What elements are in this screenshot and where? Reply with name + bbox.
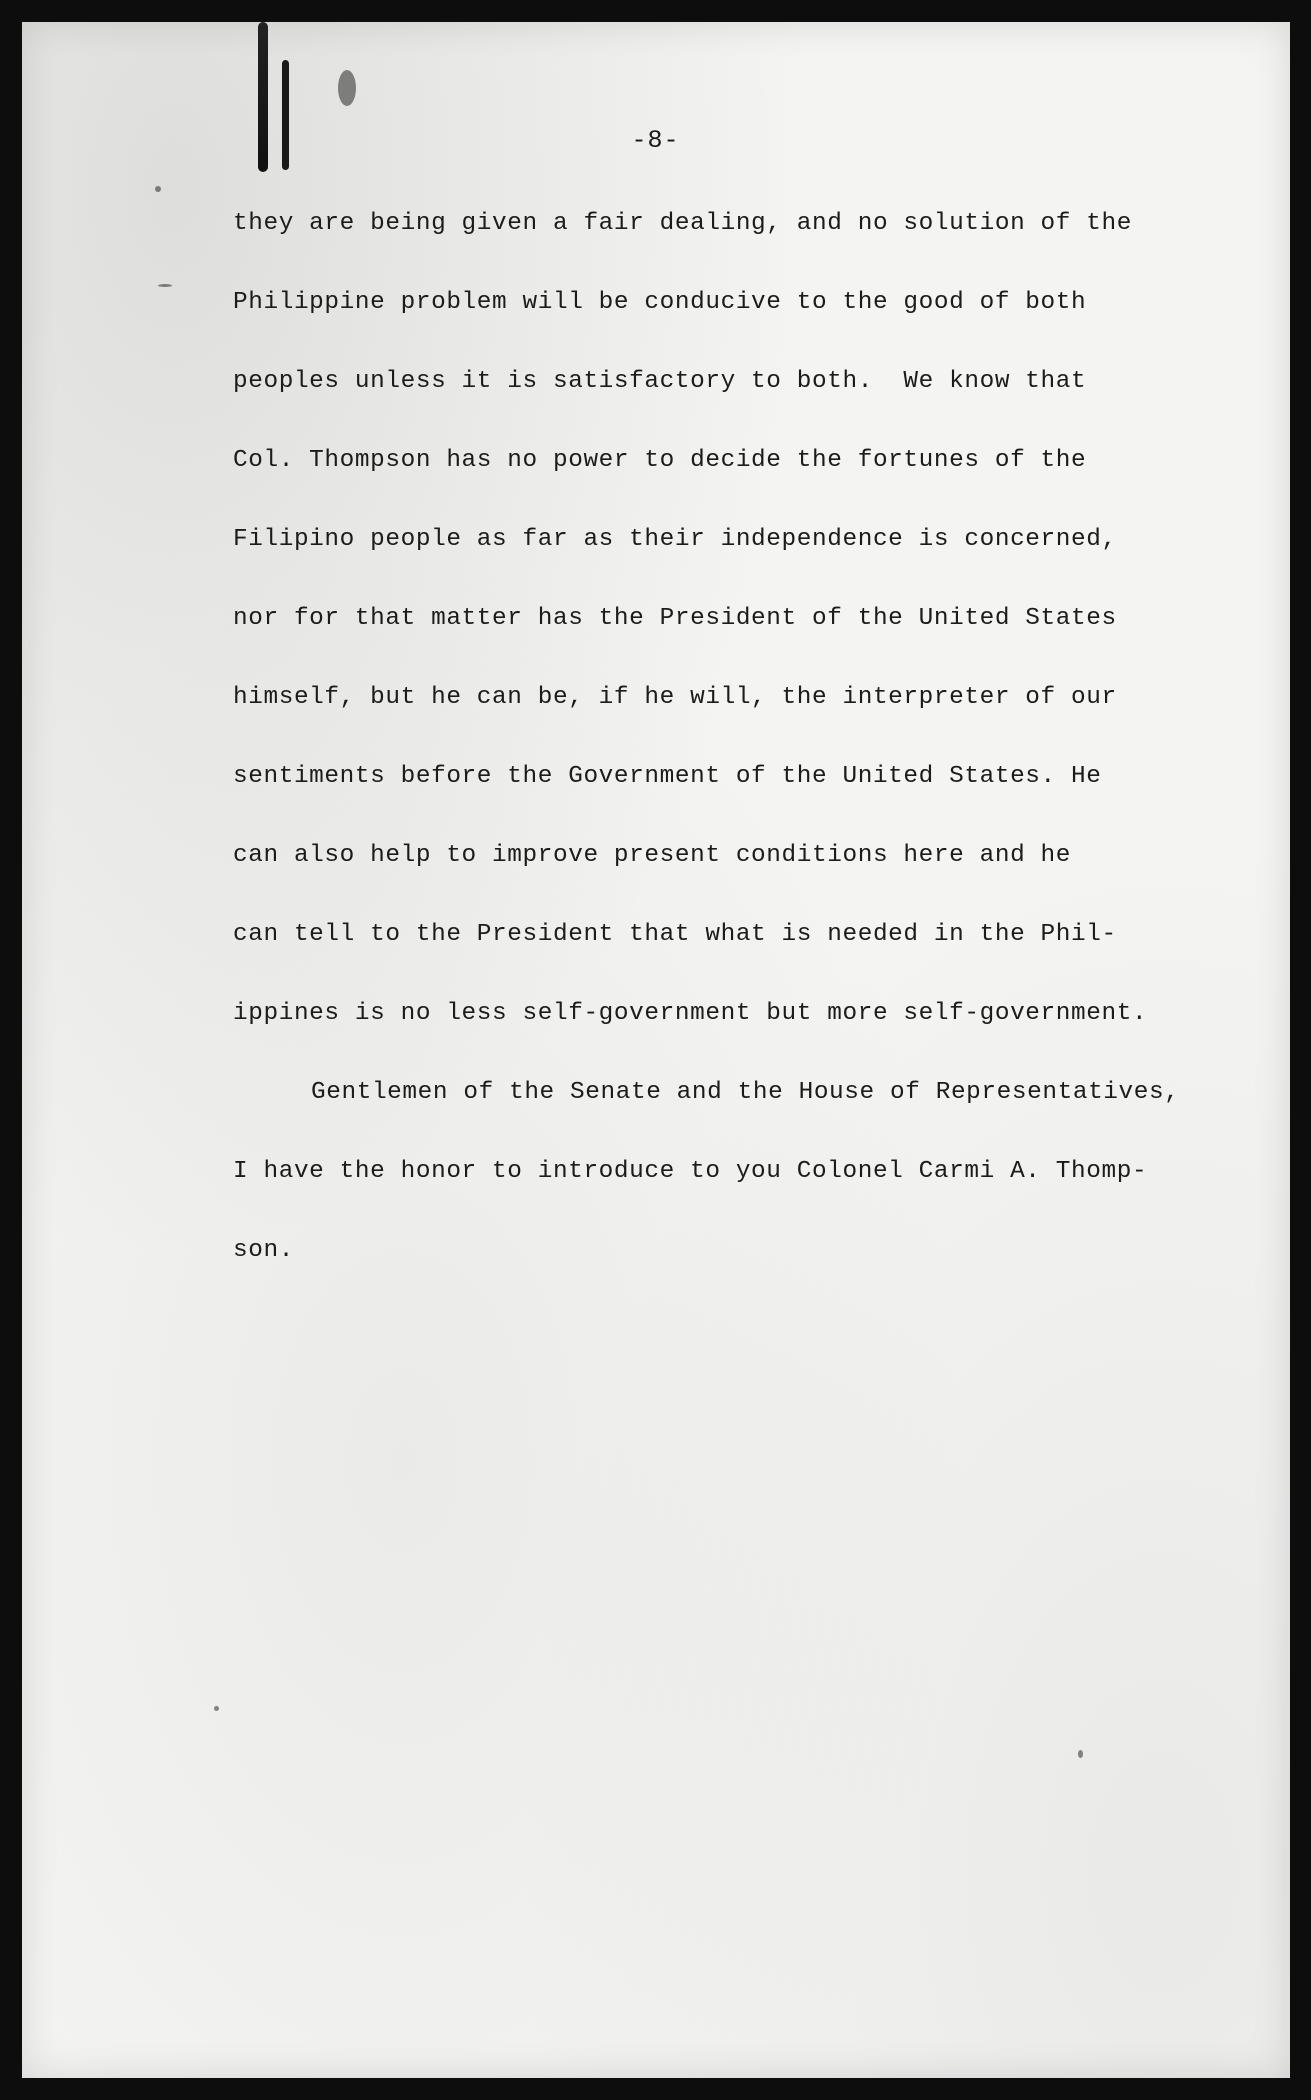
ink-smudge: [214, 1706, 219, 1711]
page-number: -8-: [631, 126, 680, 155]
text-line: can also help to improve present conditions here and he: [233, 842, 1072, 869]
ink-smudge: [338, 70, 356, 106]
text-line: Philippine problem will be conducive to the good of both: [233, 289, 1087, 316]
letter-body: [233, 200, 1233, 1306]
text-line: nor for that matter has the President of the United States: [233, 605, 1117, 632]
ink-smudge: [1078, 1750, 1083, 1758]
text-line: can tell to the President that what is needed in the Phil-: [233, 921, 1117, 948]
text-line: peoples unless it is satisfactory to both. We know that: [233, 368, 1087, 395]
ink-smudge: [158, 284, 172, 287]
ink-smudge: [155, 186, 161, 192]
text-line: I have the honor to introduce to you Colonel Carmi A. Thomp-: [233, 1158, 1148, 1185]
text-line: sentiments before the Government of the United States. He: [233, 763, 1102, 790]
text-line: himself, but he can be, if he will, the interpreter of our: [233, 684, 1117, 711]
text-line: Col. Thompson has no power to decide the fortunes of the: [233, 447, 1087, 474]
text-line: son.: [233, 1237, 294, 1264]
text-line: Filipino people as far as their independence is concerned,: [233, 526, 1117, 553]
text-line: Gentlemen of the Senate and the House of Representatives,: [311, 1079, 1180, 1106]
text-line: they are being given a fair dealing, and no solution of the: [233, 210, 1132, 237]
text-line: ippines is no less self-government but more self-government.: [233, 1000, 1148, 1027]
